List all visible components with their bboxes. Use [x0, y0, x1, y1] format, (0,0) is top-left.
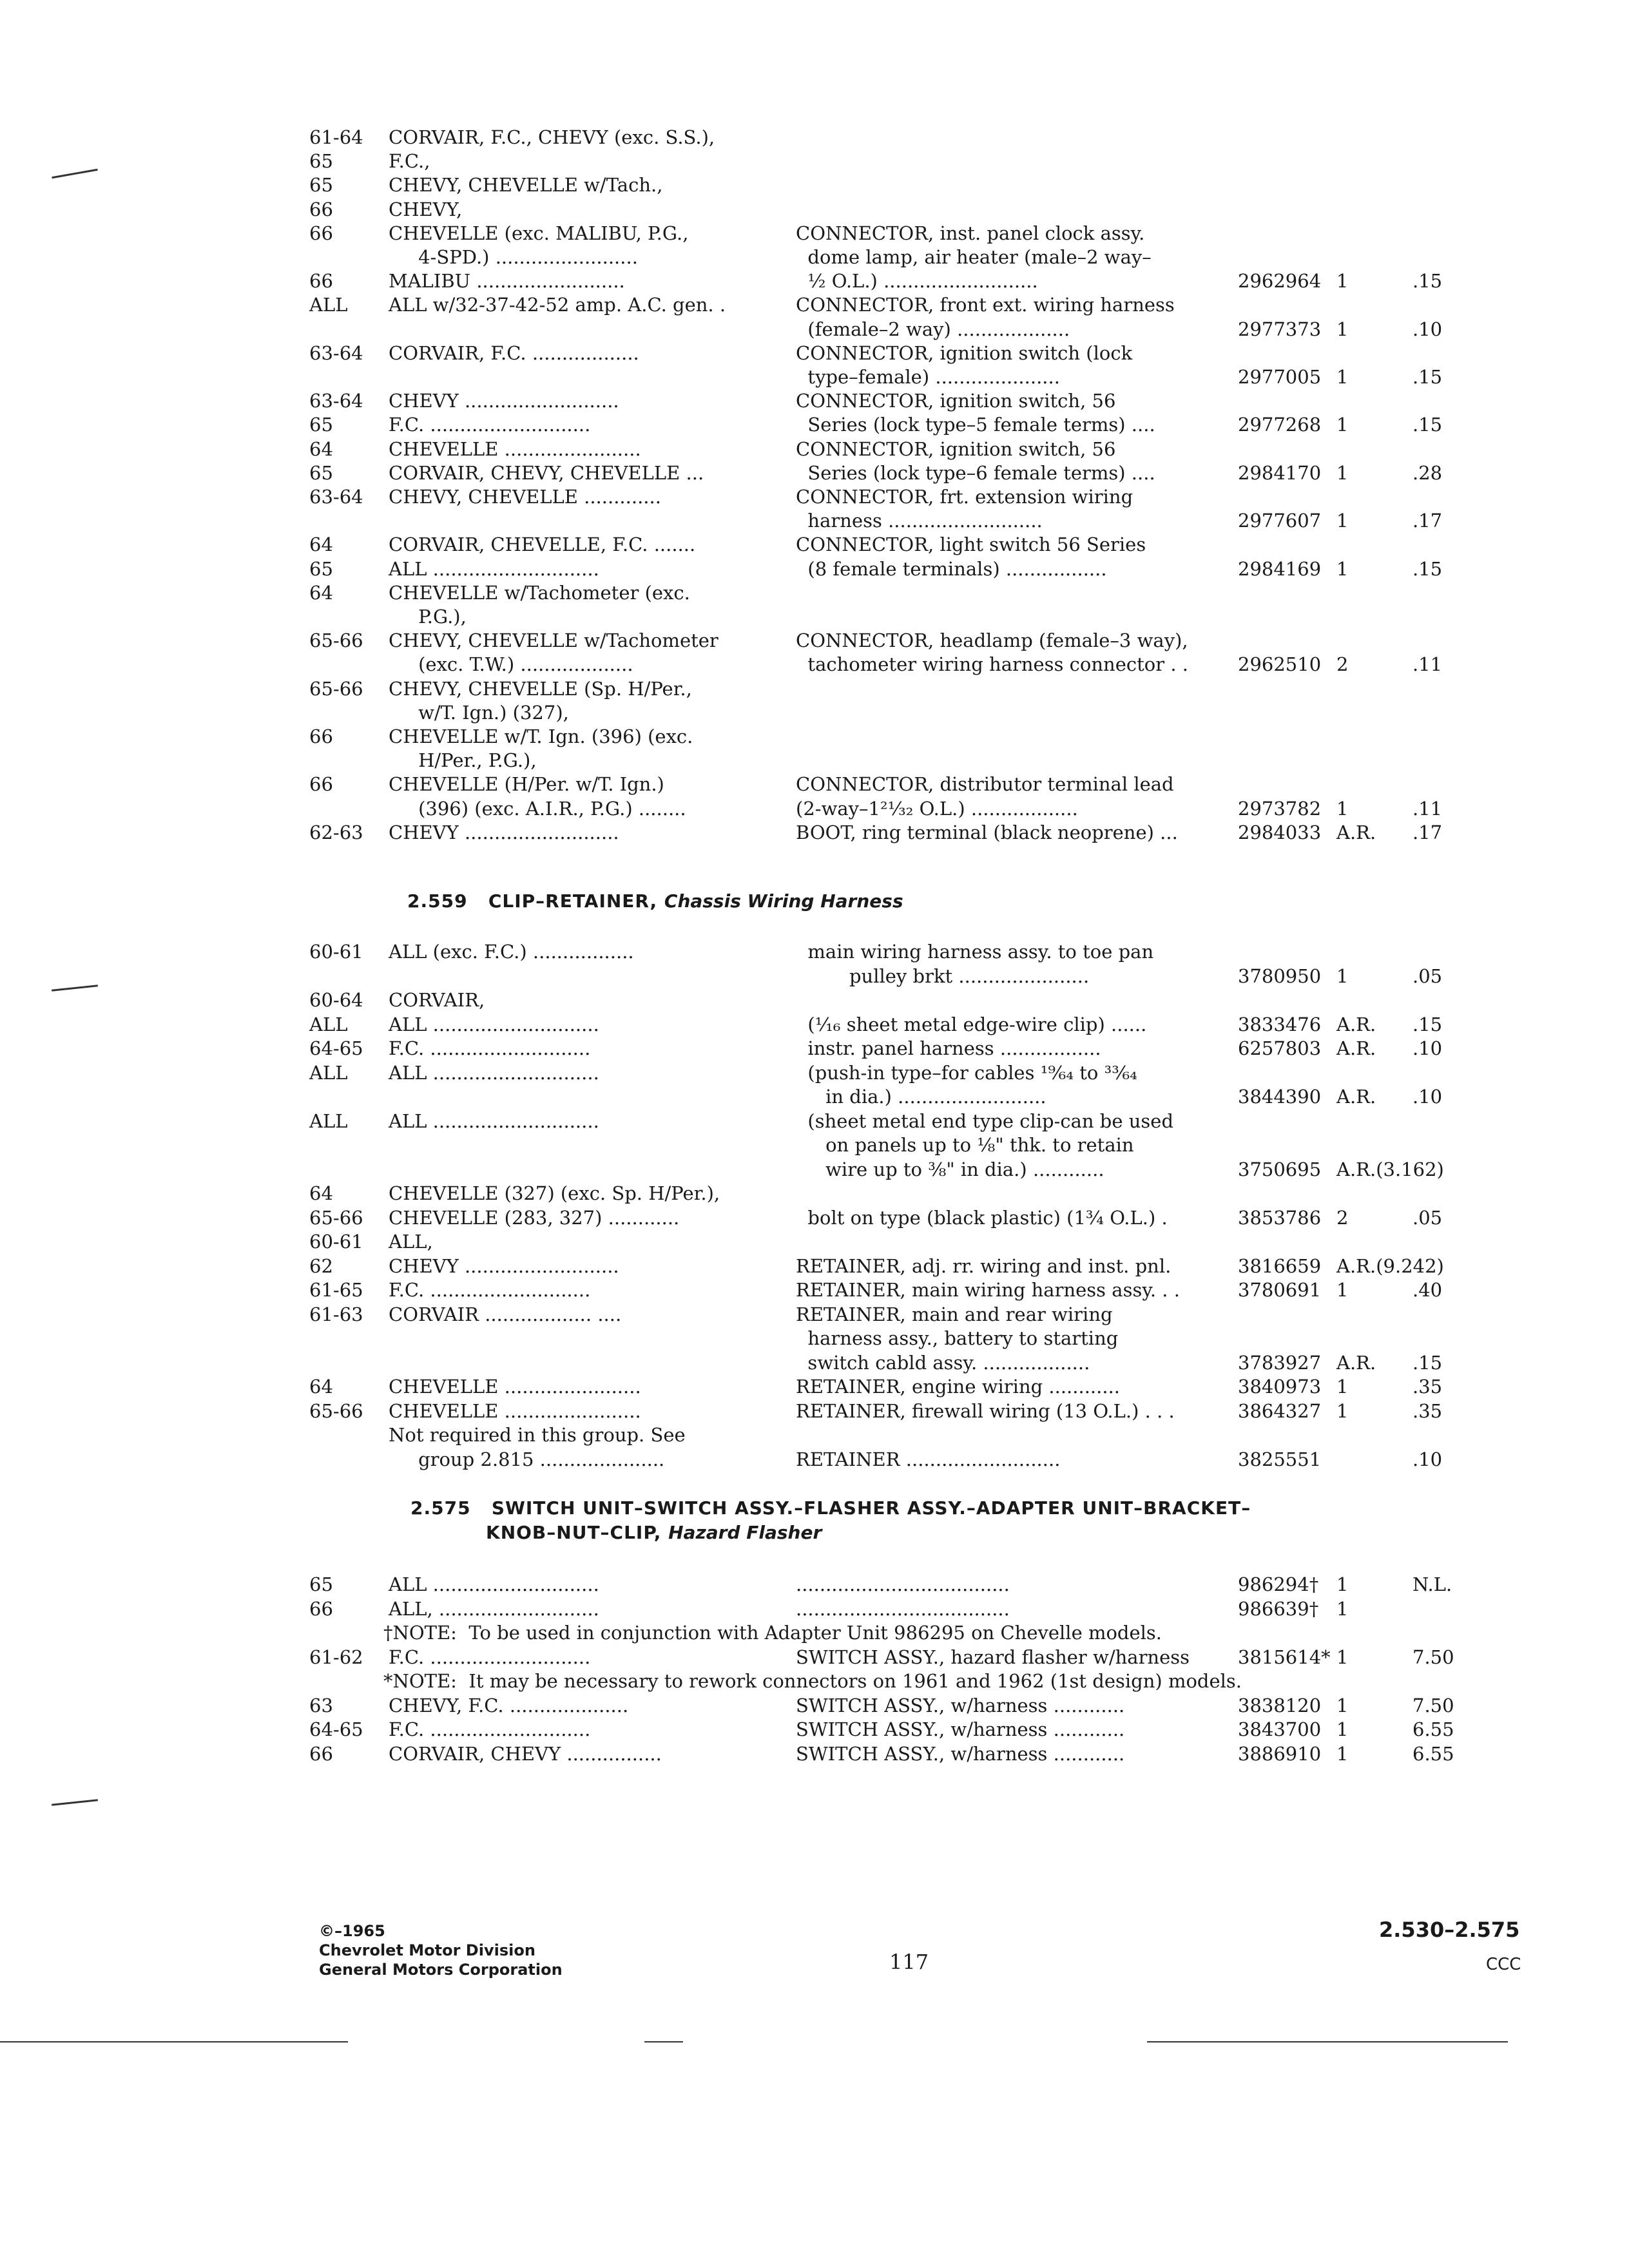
description-cell: (female–2 way) ...................	[796, 318, 1070, 340]
description-cell: RETAINER ..........................	[796, 1448, 1061, 1470]
description-cell: RETAINER, main wiring harness assy. . .	[796, 1279, 1180, 1301]
part-number-cell: 3780691	[1238, 1279, 1322, 1301]
model-cell: MALIBU .........................	[389, 270, 625, 293]
section-subtitle: Chassis Wiring Harness	[664, 890, 903, 912]
model-cell: ALL,	[389, 1231, 433, 1253]
section-range: 2.530–2.575	[1379, 1917, 1520, 1942]
model-cell: CORVAIR, CHEVELLE, F.C. .......	[389, 533, 696, 556]
model-cell: CHEVY ..........................	[389, 821, 619, 843]
year-cell: 65	[309, 414, 333, 436]
description-cell: bolt on type (black plastic) (1¾ O.L.) .	[796, 1206, 1168, 1229]
model-cell: CHEVY, F.C. ....................	[389, 1694, 629, 1716]
description-cell: SWITCH ASSY., w/harness ............	[796, 1694, 1125, 1716]
section-title: CLIP–RETAINER,	[488, 890, 658, 912]
year-cell: 66	[309, 198, 333, 220]
part-number-cell: 3780950	[1238, 965, 1322, 987]
footer-corporation: General Motors Corporation	[319, 1961, 563, 1979]
year-cell: 65	[309, 174, 333, 197]
price-cell: 7.50	[1412, 1694, 1454, 1716]
description-cell: Series (lock type–6 female terms) ....	[796, 461, 1155, 484]
quantity-cell: 2	[1336, 1206, 1349, 1229]
price-cell: .15	[1412, 1351, 1443, 1374]
model-cell: F.C. ...........................	[389, 414, 591, 436]
year-cell: 66	[309, 222, 333, 244]
quantity-cell: 1	[1336, 557, 1349, 580]
description-cell: CONNECTOR, headlamp (female–3 way),	[796, 629, 1188, 652]
price-cell: .40	[1412, 1279, 1443, 1301]
price-cell: 6.55	[1412, 1718, 1454, 1740]
binding-mark	[52, 985, 98, 992]
price-cell: .10	[1412, 1037, 1443, 1059]
description-cell: RETAINER, adj. rr. wiring and inst. pnl.	[796, 1254, 1171, 1277]
year-cell: 66	[309, 773, 333, 796]
model-cell: ALL ............................	[389, 1013, 599, 1035]
quantity-cell: 1	[1336, 510, 1349, 532]
model-cell: ALL ............................	[389, 1061, 599, 1084]
price-cell: .10	[1412, 1448, 1443, 1470]
model-cell: CHEVY, CHEVELLE w/Tach.,	[389, 174, 663, 197]
quantity-cell: A.R.	[1336, 1086, 1376, 1108]
model-cell: F.C. ...........................	[389, 1718, 591, 1740]
quantity-cell: 1	[1336, 1597, 1349, 1620]
year-cell: 62-63	[309, 821, 363, 843]
year-cell: 64-65	[309, 1718, 363, 1740]
quantity-cell: 1	[1336, 1694, 1349, 1716]
description-cell: (¹⁄₁₆ sheet metal edge-wire clip) ......	[796, 1013, 1147, 1035]
section-title-line1: SWITCH UNIT–SWITCH ASSY.–FLASHER ASSY.–ADAPTER UNIT–BRACKET–	[491, 1497, 1251, 1519]
model-cell: 4-SPD.) ........................	[389, 246, 638, 268]
year-cell: 64	[309, 533, 333, 556]
description-cell: harness ..........................	[796, 510, 1043, 532]
year-cell: 65	[309, 1573, 333, 1595]
description-cell: CONNECTOR, ignition switch, 56	[796, 437, 1116, 460]
part-number-cell: 2977607	[1238, 510, 1322, 532]
model-cell: CORVAIR .................. ....	[389, 1303, 622, 1325]
description-cell: in dia.) .........................	[796, 1086, 1046, 1108]
quantity-cell: A.R.	[1336, 821, 1376, 843]
description-cell: type–female) .....................	[796, 366, 1060, 388]
quantity-cell: A.R.(9.242)	[1336, 1254, 1444, 1277]
quantity-cell: A.R.	[1336, 1037, 1376, 1059]
quantity-cell: 1	[1336, 414, 1349, 436]
section-heading-2-575	[410, 1497, 1251, 1519]
price-cell: .15	[1412, 414, 1443, 436]
description-cell: CONNECTOR, distributor terminal lead	[796, 773, 1174, 796]
year-cell: 65	[309, 557, 333, 580]
model-cell: CHEVELLE w/Tachometer (exc.	[389, 581, 690, 604]
description-cell: ½ O.L.) ..........................	[796, 270, 1038, 293]
model-cell: ALL, ...........................	[389, 1597, 599, 1620]
year-cell: ALL	[309, 1013, 348, 1035]
part-number-cell: 3864327	[1238, 1399, 1322, 1422]
model-cell: Not required in this group. See	[389, 1424, 686, 1446]
description-cell: CONNECTOR, light switch 56 Series	[796, 533, 1146, 556]
section-title-line2: KNOB–NUT–CLIP,	[486, 1522, 662, 1543]
description-cell: CONNECTOR, frt. extension wiring	[796, 486, 1133, 508]
section-number: 2.575	[410, 1497, 471, 1519]
model-cell: CHEVY, CHEVELLE w/Tachometer	[389, 629, 718, 652]
description-cell: RETAINER, firewall wiring (13 O.L.) . . .	[796, 1399, 1175, 1422]
part-number-cell: 2984033	[1238, 821, 1322, 843]
model-cell: H/Per., P.G.),	[389, 749, 537, 772]
quantity-cell: 1	[1336, 318, 1349, 340]
year-cell: 61-64	[309, 126, 363, 148]
year-cell: 65	[309, 150, 333, 173]
model-cell: CHEVELLE (327) (exc. Sp. H/Per.),	[389, 1182, 720, 1204]
description-cell: SWITCH ASSY., w/harness ............	[796, 1742, 1125, 1765]
model-cell: ALL w/32-37-42-52 amp. A.C. gen. .	[389, 294, 726, 316]
description-cell: CONNECTOR, inst. panel clock assy.	[796, 222, 1145, 244]
price-cell: .11	[1412, 797, 1443, 820]
part-number-cell: 2962510	[1238, 653, 1322, 676]
part-number-cell: 2984170	[1238, 461, 1322, 484]
description-cell: (8 female terminals) .................	[796, 557, 1107, 580]
price-cell: .10	[1412, 318, 1443, 340]
table-note: †NOTE: To be used in conjunction with Adapter Unit 986295 on Chevelle models.	[383, 1622, 1162, 1644]
model-cell: CORVAIR, CHEVY ................	[389, 1742, 662, 1765]
part-number-cell: 2977005	[1238, 366, 1322, 388]
section-heading-2-559	[407, 890, 903, 912]
quantity-cell: 1	[1336, 270, 1349, 293]
quantity-cell: 1	[1336, 366, 1349, 388]
model-cell: CHEVELLE w/T. Ign. (396) (exc.	[389, 726, 693, 747]
year-cell: 62	[309, 1254, 333, 1277]
model-cell: CHEVELLE .......................	[389, 437, 641, 460]
model-cell: F.C. ...........................	[389, 1037, 591, 1059]
year-cell: 61-63	[309, 1303, 363, 1325]
price-cell: .11	[1412, 653, 1443, 676]
year-cell: 66	[309, 1742, 333, 1765]
description-cell: dome lamp, air heater (male–2 way–	[796, 246, 1152, 268]
year-cell: 63	[309, 1694, 333, 1716]
part-number-cell: 986639†	[1238, 1597, 1319, 1620]
model-cell: CHEVY ..........................	[389, 390, 619, 412]
quantity-cell: 1	[1336, 1399, 1349, 1422]
year-cell: 60-64	[309, 989, 363, 1011]
year-cell: 63-64	[309, 390, 363, 412]
description-cell: pulley brkt ......................	[796, 965, 1090, 987]
year-cell: 64-65	[309, 1037, 363, 1059]
quantity-cell: 1	[1336, 1742, 1349, 1765]
quantity-cell: 1	[1336, 1279, 1349, 1301]
section-heading-2-575-line2	[486, 1522, 822, 1544]
quantity-cell: 1	[1336, 1376, 1349, 1398]
part-number-cell: 3815614*	[1238, 1646, 1331, 1668]
part-number-cell: 3783927	[1238, 1351, 1322, 1374]
description-cell: RETAINER, main and rear wiring	[796, 1303, 1113, 1325]
description-cell: CONNECTOR, ignition switch, 56	[796, 390, 1116, 412]
description-cell: ....................................	[796, 1573, 1010, 1595]
model-cell: CORVAIR, CHEVY, CHEVELLE ...	[389, 461, 704, 484]
year-cell: 64	[309, 437, 333, 460]
description-cell: CONNECTOR, front ext. wiring harness	[796, 294, 1175, 316]
part-number-cell: 2962964	[1238, 270, 1322, 293]
price-cell: .35	[1412, 1376, 1443, 1398]
price-cell: .28	[1412, 461, 1443, 484]
part-number-cell: 3843700	[1238, 1718, 1322, 1740]
description-cell: SWITCH ASSY., hazard flasher w/harness	[796, 1646, 1190, 1668]
part-number-cell: 2977268	[1238, 414, 1322, 436]
year-cell: 65-66	[309, 677, 363, 700]
year-cell: 66	[309, 1597, 333, 1620]
year-cell: 65	[309, 461, 333, 484]
model-cell: CHEVELLE .......................	[389, 1399, 641, 1422]
part-number-cell: 3825551	[1238, 1448, 1322, 1470]
quantity-cell: A.R.	[1336, 1013, 1376, 1035]
year-cell: 66	[309, 270, 333, 293]
description-cell: ....................................	[796, 1597, 1010, 1620]
model-cell: F.C. ...........................	[389, 1279, 591, 1301]
year-cell: 60-61	[309, 1231, 363, 1253]
model-cell: CHEVY,	[389, 198, 463, 220]
page-number: 117	[889, 1950, 929, 1974]
price-cell: .15	[1412, 1013, 1443, 1035]
model-cell: CHEVY, CHEVELLE (Sp. H/Per.,	[389, 677, 692, 700]
section-number: 2.559	[407, 890, 468, 912]
year-cell: 64	[309, 1376, 333, 1398]
year-cell: 64	[309, 1182, 333, 1204]
price-cell: .15	[1412, 366, 1443, 388]
description-cell: CONNECTOR, ignition switch (lock	[796, 341, 1133, 364]
year-cell: 65-66	[309, 1206, 363, 1229]
model-cell: CHEVELLE (exc. MALIBU, P.G.,	[389, 222, 689, 244]
part-number-cell: 2973782	[1238, 797, 1322, 820]
year-cell: ALL	[309, 1110, 348, 1132]
part-number-cell: 3833476	[1238, 1013, 1322, 1035]
price-cell: .17	[1412, 821, 1443, 843]
footer-division: Chevrolet Motor Division	[319, 1941, 535, 1959]
quantity-cell: 1	[1336, 461, 1349, 484]
model-cell: CORVAIR, F.C., CHEVY (exc. S.S.),	[389, 126, 715, 148]
model-cell: CORVAIR,	[389, 989, 485, 1011]
model-cell: F.C. ...........................	[389, 1646, 591, 1668]
model-cell: CHEVY ..........................	[389, 1254, 619, 1277]
description-cell: Series (lock type–5 female terms) ....	[796, 414, 1155, 436]
part-number-cell: 3838120	[1238, 1694, 1322, 1716]
model-cell: P.G.),	[389, 606, 467, 628]
quantity-cell: A.R.(3.162)	[1336, 1158, 1444, 1180]
description-cell: (push-in type–for cables ¹⁹⁄₆₄ to ³³⁄₆₄	[796, 1061, 1137, 1084]
part-number-cell: 3816659	[1238, 1254, 1322, 1277]
model-cell: CHEVELLE (H/Per. w/T. Ign.)	[389, 773, 664, 796]
quantity-cell: 1	[1336, 1718, 1349, 1740]
model-cell: ALL (exc. F.C.) .................	[389, 941, 634, 963]
price-cell: 7.50	[1412, 1646, 1454, 1668]
quantity-cell: 1	[1336, 797, 1349, 820]
model-cell: F.C.,	[389, 150, 430, 173]
description-cell: harness assy., battery to starting	[796, 1327, 1119, 1349]
quantity-cell: 1	[1336, 1573, 1349, 1595]
model-cell: CHEVELLE (283, 327) ............	[389, 1206, 680, 1229]
footer-copyright: ©–1965	[319, 1922, 385, 1940]
year-cell: 64	[309, 581, 333, 604]
quantity-cell: 1	[1336, 965, 1349, 987]
part-number-cell: 2977373	[1238, 318, 1322, 340]
year-cell: 61-62	[309, 1646, 363, 1668]
scan-edge-line	[0, 2041, 348, 2042]
quantity-cell: 1	[1336, 1646, 1349, 1668]
year-cell: 61-65	[309, 1279, 363, 1301]
model-cell: ALL ............................	[389, 1110, 599, 1132]
model-cell: group 2.815 .....................	[389, 1448, 665, 1470]
section-subtitle: Hazard Flasher	[668, 1522, 822, 1543]
part-number-cell: 3844390	[1238, 1086, 1322, 1108]
year-cell: 65-66	[309, 629, 363, 652]
price-cell: .10	[1412, 1086, 1443, 1108]
description-cell: (2-way–1²¹⁄₃₂ O.L.) ..................	[796, 797, 1078, 820]
year-cell: 60-61	[309, 941, 363, 963]
year-cell: 65-66	[309, 1399, 363, 1422]
quantity-cell: 2	[1336, 653, 1349, 676]
price-cell: 6.55	[1412, 1742, 1454, 1765]
model-cell: (exc. T.W.) ...................	[389, 653, 633, 676]
description-cell: RETAINER, engine wiring ............	[796, 1376, 1121, 1398]
part-number-cell: 6257803	[1238, 1037, 1322, 1059]
year-cell: ALL	[309, 294, 348, 316]
price-cell: .15	[1412, 270, 1443, 293]
year-cell: 66	[309, 726, 333, 747]
quantity-cell: A.R.	[1336, 1351, 1376, 1374]
scan-edge-line	[1147, 2041, 1508, 2042]
year-cell: 63-64	[309, 341, 363, 364]
scan-edge-line	[644, 2041, 683, 2042]
part-number-cell: 3840973	[1238, 1376, 1322, 1398]
table-note: *NOTE: It may be necessary to rework connectors on 1961 and 1962 (1st design) models.	[383, 1670, 1242, 1692]
model-cell: CHEVELLE .......................	[389, 1376, 641, 1398]
model-cell: ALL ............................	[389, 1573, 599, 1595]
part-number-cell: 2984169	[1238, 557, 1322, 580]
description-cell: SWITCH ASSY., w/harness ............	[796, 1718, 1125, 1740]
model-cell: w/T. Ign.) (327),	[389, 701, 569, 724]
binding-mark	[52, 1799, 98, 1806]
description-cell: main wiring harness assy. to toe pan	[796, 941, 1154, 963]
price-cell: .05	[1412, 965, 1443, 987]
description-cell: wire up to ⅜" in dia.) ............	[796, 1158, 1104, 1180]
description-cell: switch cabld assy. ..................	[796, 1351, 1090, 1374]
price-cell: N.L.	[1412, 1573, 1452, 1595]
model-cell: ALL ............................	[389, 557, 599, 580]
part-number-cell: 3750695	[1238, 1158, 1322, 1180]
price-cell: .05	[1412, 1206, 1443, 1229]
part-number-cell: 986294†	[1238, 1573, 1319, 1595]
model-cell: CHEVY, CHEVELLE .............	[389, 486, 661, 508]
model-cell: (396) (exc. A.I.R., P.G.) ........	[389, 797, 686, 820]
year-cell: 63-64	[309, 486, 363, 508]
price-cell: .35	[1412, 1399, 1443, 1422]
part-number-cell: 3886910	[1238, 1742, 1322, 1765]
description-cell: tachometer wiring harness connector . .	[796, 653, 1188, 676]
year-cell: ALL	[309, 1061, 348, 1084]
binding-mark	[52, 169, 97, 178]
description-cell: BOOT, ring terminal (black neoprene) ...	[796, 821, 1178, 843]
footer-code: CCC	[1486, 1955, 1521, 1974]
description-cell: instr. panel harness .................	[796, 1037, 1101, 1059]
description-cell: (sheet metal end type clip-can be used	[796, 1110, 1174, 1132]
description-cell: on panels up to ⅛" thk. to retain	[796, 1134, 1134, 1156]
model-cell: CORVAIR, F.C. ..................	[389, 341, 639, 364]
part-number-cell: 3853786	[1238, 1206, 1322, 1229]
price-cell: .17	[1412, 510, 1443, 532]
price-cell: .15	[1412, 557, 1443, 580]
